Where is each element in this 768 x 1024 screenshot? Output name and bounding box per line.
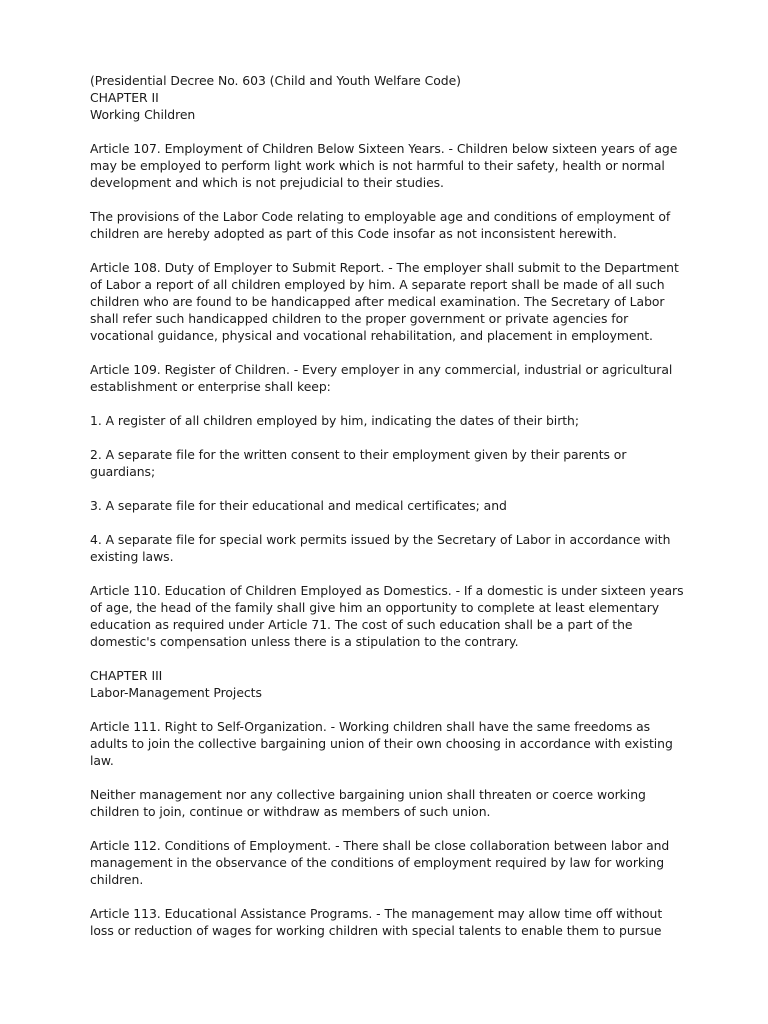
paragraph-line: 4. A separate file for special work permits issued by the Secretary of Labor in accordance with (90, 532, 671, 547)
paragraph-line: of Labor a report of all children employed by him. A separate report shall be made of all such (90, 277, 665, 292)
paragraph-line: Labor-Management Projects (90, 685, 262, 700)
document-body (90, 140, 684, 939)
paragraph-line: Article 107. Employment of Children Below Sixteen Years. - Children below sixteen years of age (90, 141, 678, 156)
paragraph-line: Article 111. Right to Self-Organization. - Working children shall have the same freedoms as (90, 719, 651, 734)
paragraph (90, 412, 680, 429)
paragraph (90, 361, 680, 395)
paragraph-line: vocational guidance, physical and vocational rehabilitation, and placement in employment. (90, 328, 653, 343)
paragraph-line: Article 112. Conditions of Employment. - There shall be close collaboration between labor and (90, 838, 670, 853)
paragraph-line: domestic's compensation unless there is a stipulation to the contrary. (90, 634, 519, 649)
paragraph (90, 208, 680, 242)
paragraph-line: Article 109. Register of Children. - Every employer in any commercial, industrial or agricultural (90, 362, 673, 377)
paragraph (90, 140, 680, 191)
paragraph (90, 497, 680, 514)
paragraph-line: adults to join the collective bargaining union of their own choosing in accordance with existing (90, 736, 673, 751)
document-page (90, 72, 684, 956)
paragraph-line: 3. A separate file for their educational and medical certificates; and (90, 498, 507, 513)
paragraph-line: Neither management nor any collective bargaining union shall threaten or coerce working (90, 787, 646, 802)
paragraph-line: loss or reduction of wages for working children with special talents to enable them to pursue (90, 923, 662, 938)
paragraph-line: 2. A separate file for the written consent to their employment given by their parents or (90, 447, 627, 462)
paragraph-line: 1. A register of all children employed by him, indicating the dates of their birth; (90, 413, 579, 428)
paragraph-line: children. (90, 872, 144, 887)
paragraph-line: establishment or enterprise shall keep: (90, 379, 331, 394)
paragraph-line: children to join, continue or withdraw as members of such union. (90, 804, 491, 819)
paragraph-line: Article 113. Educational Assistance Programs. - The management may allow time off without (90, 906, 663, 921)
paragraph-line: Article 108. Duty of Employer to Submit Report. - The employer shall submit to the Department (90, 260, 679, 275)
paragraph-line: children are hereby adopted as part of this Code insofar as not inconsistent herewith. (90, 226, 617, 241)
paragraph-line: shall refer such handicapped children to the proper government or private agencies for (90, 311, 629, 326)
paragraph-line: existing laws. (90, 549, 174, 564)
paragraph-line: may be employed to perform light work which is not harmful to their safety, health or normal (90, 158, 665, 173)
paragraph (90, 531, 680, 565)
paragraph (90, 582, 684, 650)
paragraph-line: children who are found to be handicapped after medical examination. The Secretary of Labor (90, 294, 665, 309)
decree-title: (Presidential Decree No. 603 (Child and Youth Welfare Code) (90, 73, 461, 88)
paragraph (90, 718, 680, 769)
paragraph (90, 837, 680, 888)
paragraph-line: education as required under Article 71. The cost of such education shall be a part of the (90, 617, 633, 632)
paragraph-line: guardians; (90, 464, 156, 479)
chapter-title: Working Children (90, 107, 196, 122)
paragraph-line: management in the observance of the conditions of employment required by law for working (90, 855, 665, 870)
paragraph (90, 786, 680, 820)
paragraph-line: The provisions of the Labor Code relating to employable age and conditions of employment of (90, 209, 671, 224)
paragraph (90, 667, 680, 701)
paragraph (90, 259, 680, 344)
paragraph-line: of age, the head of the family shall give him an opportunity to complete at least elementary (90, 600, 660, 615)
paragraph-line: development and which is not prejudicial to their studies. (90, 175, 444, 190)
paragraph (90, 446, 680, 480)
chapter-label: CHAPTER II (90, 90, 159, 105)
paragraph-line: CHAPTER III (90, 668, 163, 683)
document-header (90, 72, 680, 123)
paragraph (90, 905, 680, 939)
paragraph-line: law. (90, 753, 114, 768)
paragraph-line: Article 110. Education of Children Employed as Domestics. - If a domestic is under sixteen years (90, 583, 684, 598)
